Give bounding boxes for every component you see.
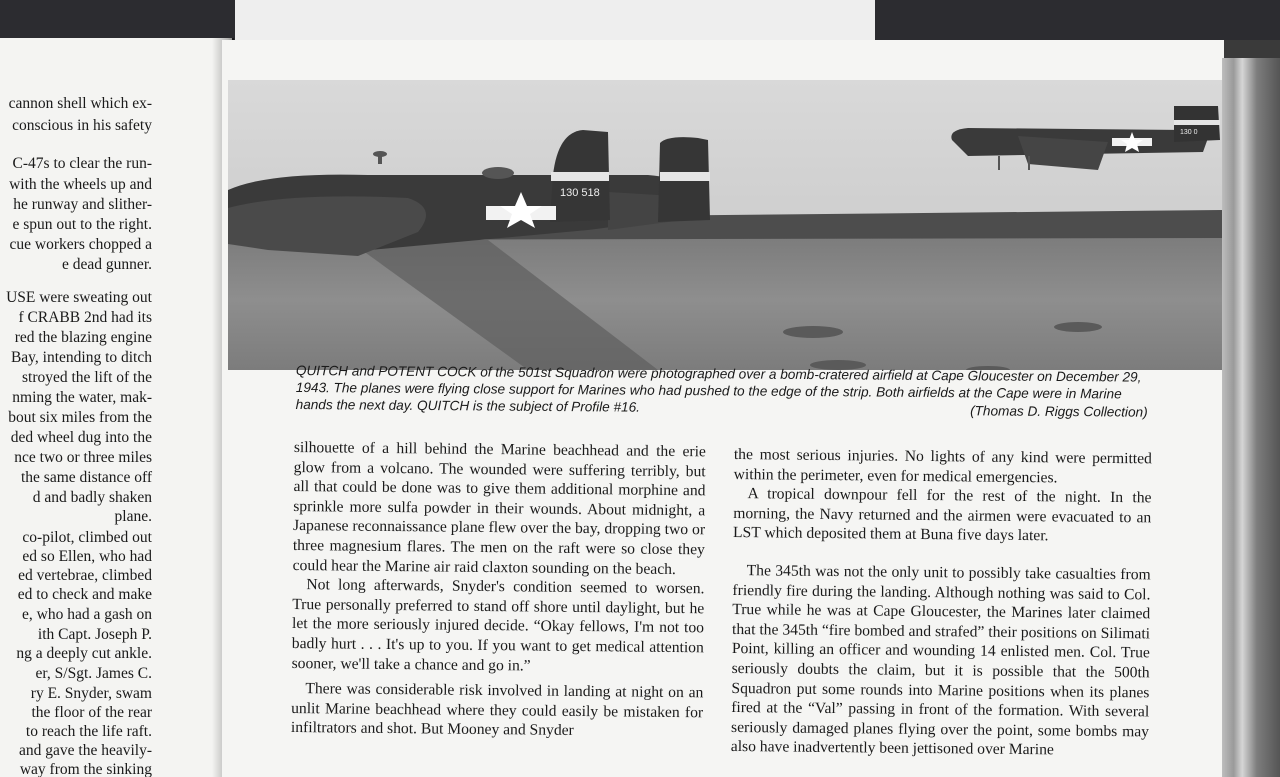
left-page-line: cannon shell which ex- [8,95,152,112]
left-page-line: ed so Ellen, who had [22,548,152,565]
text-column-2 [731,445,1152,761]
left-page-line: nce two or three miles [14,449,152,466]
left-page-line: ed to check and make [17,586,152,603]
left-page-line: to reach the life raft. [25,723,152,740]
left-page-line: er, S/Sgt. James C. [35,665,152,682]
b25-bombers-illustration [228,80,1222,370]
caption-text: QUITCH and POTENT COCK of the 501st Squadron were photographed over a bomb-cratered airfield at Cape Gloucester on December 29, 1943. The planes were flying close support for Marines who had pushed to the edge of the strip. Both airfields at the Cape were in Marine hands the next day. QUITCH is the subject of Profile #16. [295,362,1142,415]
paragraph: silhouette of a hill behind the Marine beachhead and the erie glow from a volcano. The wounded were suffering terribly, but all that could be done was to give them additional morphine and sprinkle more sulfa powder in their wounds. About midnight, a Japanese reconnaissance plane flew over the bay, dropping two or three magnesium flares. The men on the raft were so close they could hear the Marine air raid claxton sounding on the beach. [292,438,706,578]
left-page-line: ded wheel dug into the [10,429,152,446]
left-page-line: conscious in his safety [12,117,152,134]
text-column-1 [291,438,706,742]
left-page-line: Bay, intending to ditch [10,349,152,366]
left-page-line: cue workers chopped a [9,236,152,253]
left-page-line: way from the sinking [19,761,152,777]
bomb-crater [1054,322,1102,332]
airfield-photo [228,80,1222,370]
left-page-line: ng a deeply cut ankle. [16,645,152,662]
left-page-line: USE were sweating out [6,289,152,306]
left-page-line: co-pilot, climbed out [22,529,152,546]
tail-number-quitch: 130 518 [560,187,600,199]
bomb-crater [783,326,843,338]
tail-number-potent-cock: 130 0 [1180,129,1198,136]
paragraph: A tropical downpour fell for the rest of the night. In the morning, the Navy returned and the airmen were evacuated to an LST which deposited them at Buna five days later. [732,485,1152,545]
left-page-line: and gave the heavily- [19,742,152,759]
left-page-line: nming the water, mak- [12,389,152,406]
photo-caption [296,362,1156,420]
left-page [0,38,232,777]
paragraph: the most serious injuries. No lights of any kind were permitted within the perimeter, even for medical emergencies. [733,445,1152,486]
left-page-line: plane. [114,508,152,525]
left-page-line: d and badly shaken [32,489,152,506]
left-page-line: e spun out to the right. [12,216,152,233]
left-page-line: ed vertebrae, climbed [18,567,152,584]
left-page-line: he runway and slither- [13,196,152,213]
photo-credit: (Thomas D. Riggs Collection) [970,403,1148,420]
left-page-line: e, who had a gash on [22,606,152,623]
left-page-line: bout six miles from the [8,409,152,426]
left-page-line: e dead gunner. [62,256,152,273]
left-page-line: f CRABB 2nd had its [18,309,152,326]
right-page [222,40,1224,777]
paragraph: There was considerable risk involved in landing at night on an unlit Marine beachhead where they could easily be mistaken for infiltrators and shot. But Mooney and Snyder [290,680,704,740]
paragraph: Not long afterwards, Snyder's condition seemed to worsen. True personally preferred to stand off shore until daylight, but he let the more seriously injured decide. “Okay fellows, I'm not too badly hurt . . . It's up to you. If you want to get medical attention sooner, we'll take a chance and go in.” [291,576,705,675]
page-edge-stack [1222,58,1280,777]
left-page-line: red the blazing engine [14,329,152,346]
left-page-line: ith Capt. Joseph P. [37,626,152,643]
left-page-line: ry E. Snyder, swam [30,685,152,702]
left-page-line: stroyed the lift of the [22,369,152,386]
left-page-line: the same distance off [21,469,152,486]
left-page-line: with the wheels up and [9,176,152,193]
left-page-line: C-47s to clear the run- [12,155,152,172]
paragraph: The 345th was not the only unit to possibly take casualties from friendly fire during the landing. Although nothing was said to Col. True while he was at Cape Gloucester, the Marines later claimed that the 345th “fire bombed and strafed” their positions on Silimati Point, killing an officer and wounding 14 enlisted men. Col. True seriously doubts the claim, but it is possible that the 500th Squadron put some rounds into Marine positions when its planes fired at the “Val” passing in front of the formation. With several seriously damaged planes flying over the point, some bombs may also have inadvertently been jettisoned over Marine [730,562,1151,759]
left-page-line: the floor of the rear [31,704,152,721]
